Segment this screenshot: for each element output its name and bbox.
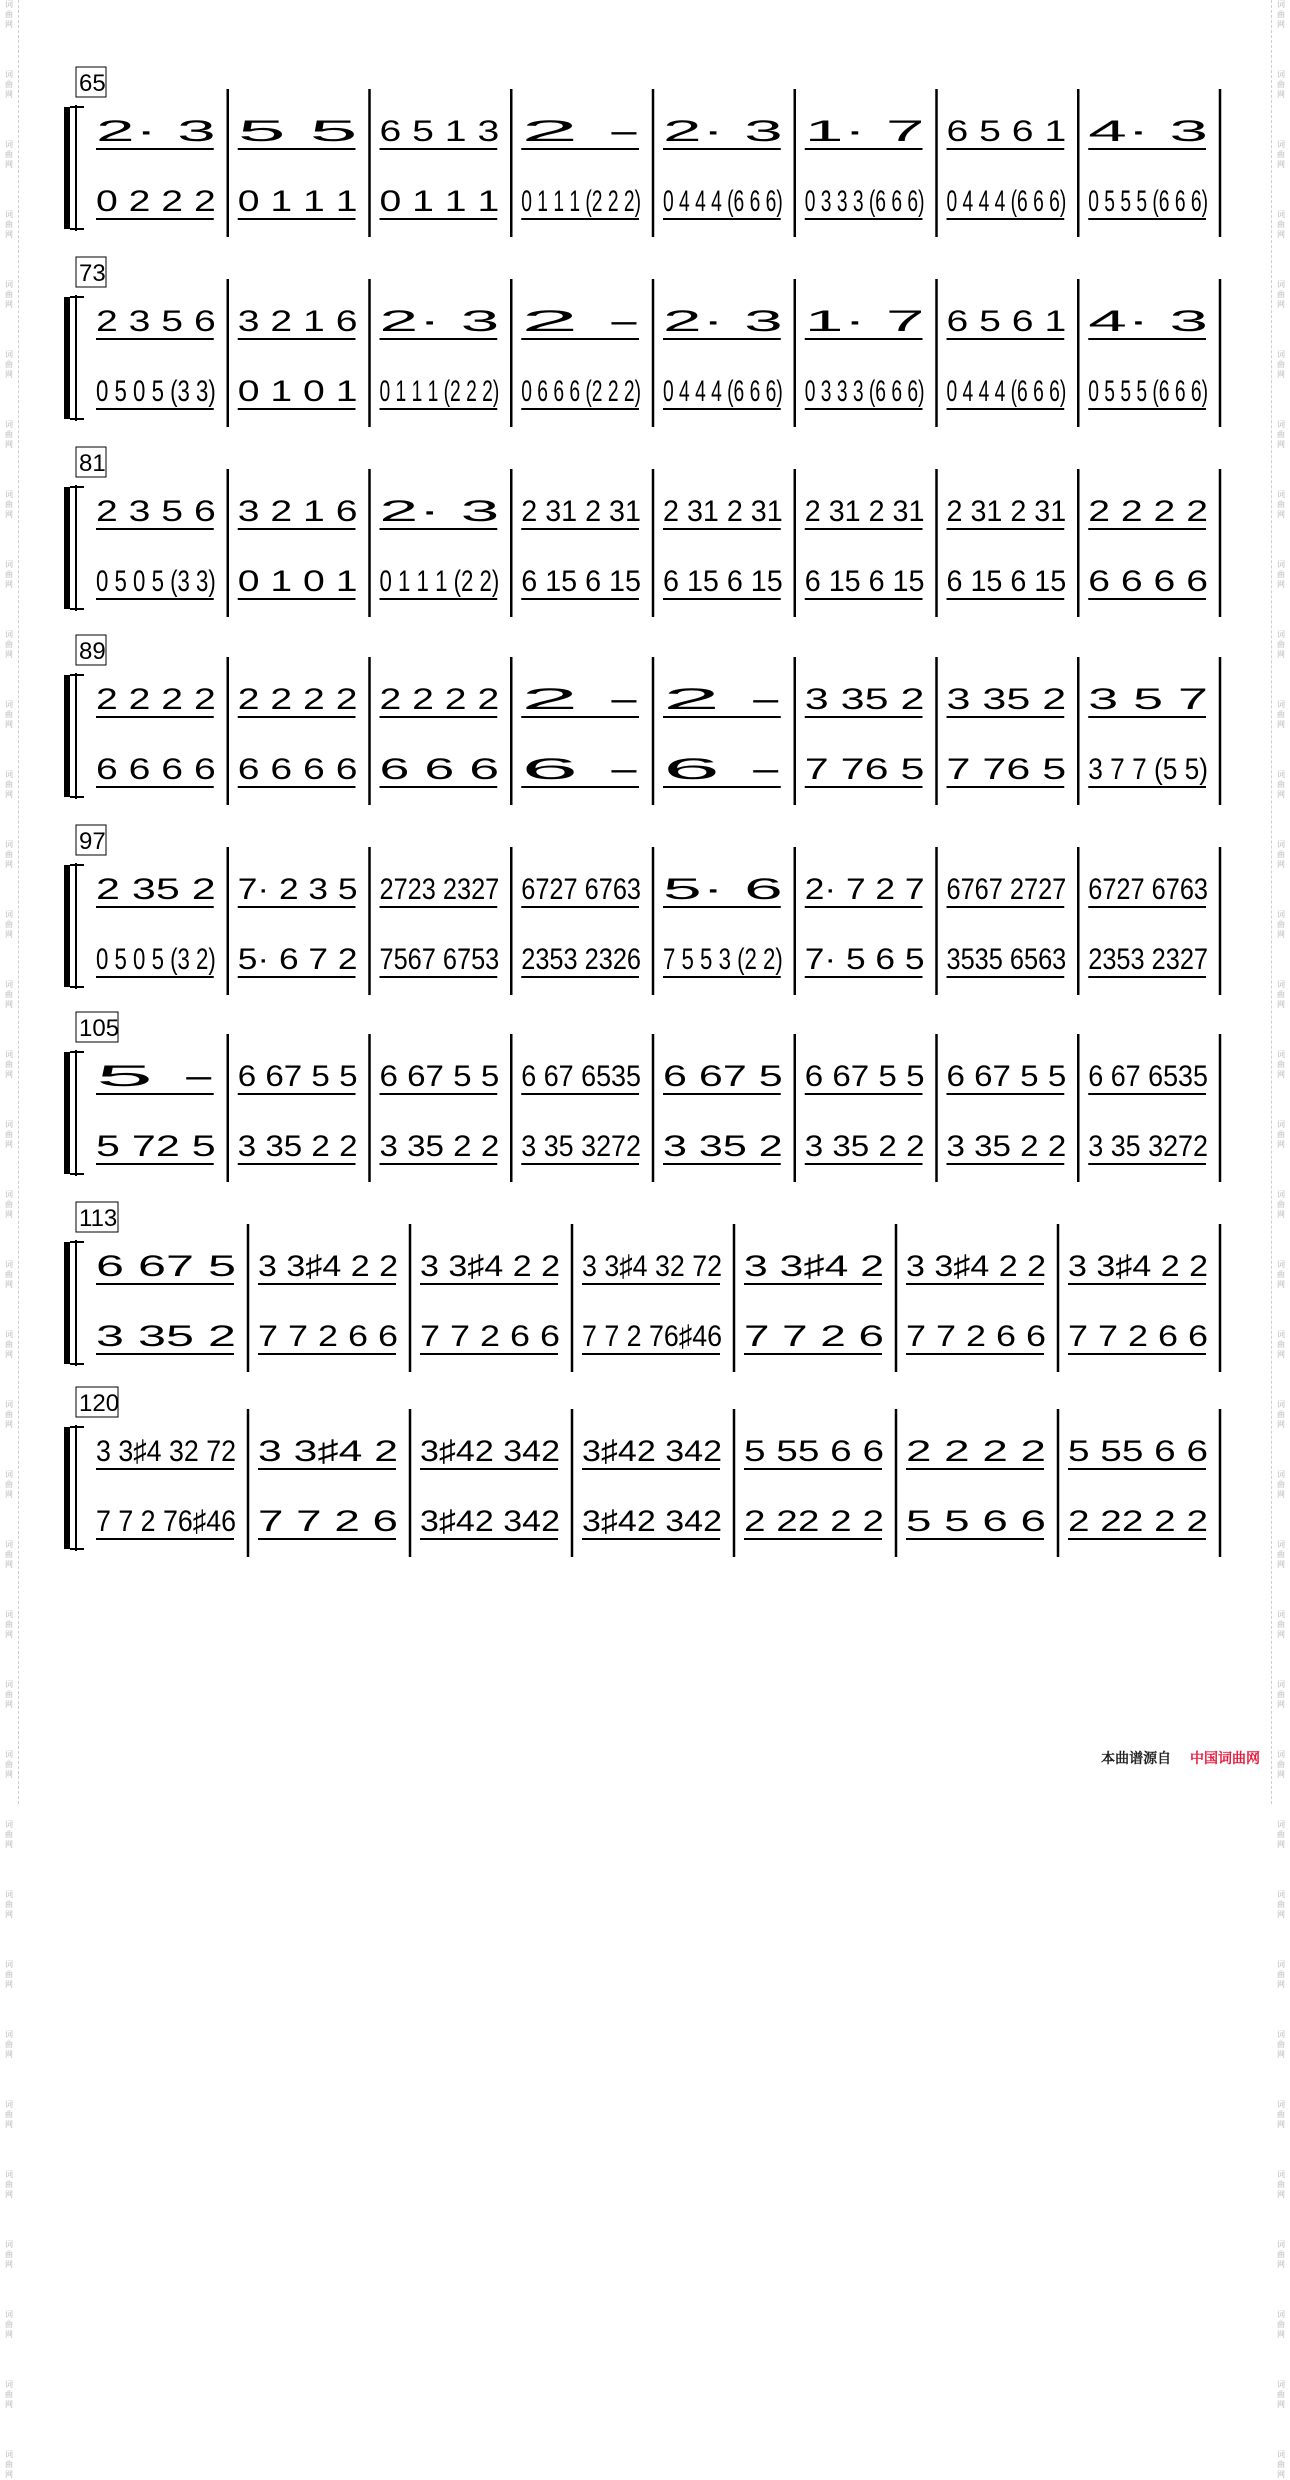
lower-part-notes: 0 5 5 5 (6 6 6) bbox=[1088, 185, 1208, 218]
upper-part-notes: 4· 3 bbox=[1088, 115, 1208, 148]
upper-part-notes: 3 3♯4 2 bbox=[744, 1250, 884, 1283]
upper-part-notes: 2 - bbox=[521, 683, 641, 716]
upper-part-notes: 2 35 2 bbox=[96, 873, 216, 906]
watermark-glyph: 词 曲 网 bbox=[1277, 1400, 1285, 1429]
lower-part-notes: 7 76 5 bbox=[946, 753, 1067, 786]
lower-part-notes: 6 - bbox=[521, 753, 641, 786]
upper-part-notes: 2· 3 bbox=[379, 305, 500, 338]
watermark-glyph: 词 曲 网 bbox=[5, 1750, 13, 1779]
watermark-glyph: 词 曲 网 bbox=[1277, 350, 1285, 379]
watermark-glyph: 词 曲 网 bbox=[5, 280, 13, 309]
upper-part-notes: 5 55 6 6 bbox=[744, 1435, 884, 1468]
watermark-glyph: 词 曲 网 bbox=[5, 0, 13, 29]
watermark-glyph: 词 曲 网 bbox=[1277, 1750, 1285, 1779]
lower-part-notes: 5 72 5 bbox=[96, 1130, 216, 1163]
watermark-glyph: 词 曲 网 bbox=[5, 1260, 13, 1289]
watermark-glyph: 词 曲 网 bbox=[1277, 840, 1285, 869]
source-label: 本曲谱源自 bbox=[1101, 1751, 1172, 1767]
watermark-glyph: 词 曲 网 bbox=[5, 1470, 13, 1499]
upper-part-notes: 6 67 6535 bbox=[1088, 1060, 1208, 1093]
upper-part-notes: 3♯42 342 bbox=[420, 1435, 560, 1468]
watermark-glyph: 词 曲 网 bbox=[1277, 280, 1285, 309]
watermark-glyph: 词 曲 网 bbox=[1277, 560, 1285, 589]
watermark-glyph: 词 曲 网 bbox=[5, 1540, 13, 1569]
upper-part-notes: 5 - bbox=[96, 1060, 216, 1093]
lower-part-notes: 6 6 6 bbox=[379, 753, 500, 786]
upper-part-notes: 3 3♯4 2 2 bbox=[906, 1250, 1046, 1283]
watermark-glyph: 词 曲 网 bbox=[5, 910, 13, 939]
measure-number: 81 bbox=[79, 450, 106, 477]
watermark-glyph: 词 曲 网 bbox=[1277, 420, 1285, 449]
lower-part-notes: 3 35 2 2 bbox=[804, 1130, 925, 1163]
watermark-glyph: 词 曲 网 bbox=[5, 560, 13, 589]
lower-part-notes: 0 4 4 4 (6 6 6) bbox=[946, 185, 1067, 218]
upper-part-notes: 6 5 6 1 bbox=[946, 305, 1067, 338]
lower-part-notes: 6 15 6 15 bbox=[663, 565, 783, 598]
watermark-glyph: 词 曲 网 bbox=[1277, 700, 1285, 729]
watermark-glyph: 词 曲 网 bbox=[1277, 2450, 1285, 2479]
lower-part-notes: 6 6 6 6 bbox=[1088, 565, 1208, 598]
system-bracket bbox=[64, 1427, 70, 1549]
measure-number: 73 bbox=[79, 260, 106, 287]
watermark-glyph: 词 曲 网 bbox=[1277, 0, 1285, 29]
upper-part-notes: 2 3 5 6 bbox=[96, 305, 216, 338]
watermark-glyph: 词 曲 网 bbox=[1277, 1680, 1285, 1709]
upper-part-notes: 6 5 6 1 bbox=[946, 115, 1067, 148]
lower-part-notes: 3 7 7 (5 5) bbox=[1088, 753, 1208, 786]
upper-part-notes: 2 31 2 31 bbox=[946, 495, 1067, 528]
lower-part-notes: 3 35 3272 bbox=[1088, 1130, 1208, 1163]
measure-number: 89 bbox=[79, 638, 106, 665]
lower-part-notes: 0 5 0 5 (3 3) bbox=[96, 375, 216, 408]
upper-part-notes: 2· 3 bbox=[663, 115, 783, 148]
upper-part-notes: 6767 2727 bbox=[946, 873, 1067, 906]
upper-part-notes: 1· 7 bbox=[804, 115, 925, 148]
watermark-glyph: 词 曲 网 bbox=[1277, 2030, 1285, 2059]
watermark-glyph: 词 曲 网 bbox=[5, 1330, 13, 1359]
watermark-glyph: 词 曲 网 bbox=[1277, 1540, 1285, 1569]
upper-part-notes: 3 3♯4 2 2 bbox=[420, 1250, 560, 1283]
watermark-glyph: 词 曲 网 bbox=[5, 1400, 13, 1429]
watermark-glyph: 词 曲 网 bbox=[1277, 1610, 1285, 1639]
lower-part-notes: 6 15 6 15 bbox=[946, 565, 1067, 598]
lower-part-notes: 0 5 0 5 (3 3) bbox=[96, 565, 216, 598]
lower-part-notes: 5· 6 7 2 bbox=[237, 943, 358, 976]
lower-part-notes: 7 7 2 76♯46 bbox=[582, 1320, 722, 1353]
measure-number: 97 bbox=[79, 828, 106, 855]
lower-part-notes: 7 5 5 3 (2 2) bbox=[663, 943, 783, 976]
measure-number: 65 bbox=[79, 70, 106, 97]
upper-part-notes: 3 3♯4 32 72 bbox=[96, 1435, 236, 1468]
watermark-glyph: 词 曲 网 bbox=[1277, 1050, 1285, 1079]
watermark-glyph: 词 曲 网 bbox=[1277, 140, 1285, 169]
upper-part-notes: 6727 6763 bbox=[521, 873, 641, 906]
watermark-glyph: 词 曲 网 bbox=[5, 210, 13, 239]
upper-part-notes: 5· 6 bbox=[663, 873, 783, 906]
watermark-glyph: 词 曲 网 bbox=[1277, 210, 1285, 239]
upper-part-notes: 3 5 7 bbox=[1088, 683, 1208, 716]
upper-part-notes: 7· 2 3 5 bbox=[237, 873, 358, 906]
lower-part-notes: 2353 2327 bbox=[1088, 943, 1208, 976]
system-bracket bbox=[64, 107, 70, 229]
watermark-glyph: 词 曲 网 bbox=[1277, 980, 1285, 1009]
measure-number: 105 bbox=[79, 1015, 120, 1042]
lower-part-notes: 5 5 6 6 bbox=[906, 1505, 1046, 1538]
upper-part-notes: 6 67 5 5 bbox=[804, 1060, 925, 1093]
upper-part-notes: 3 35 2 bbox=[946, 683, 1067, 716]
lower-part-notes: 0 5 5 5 (6 6 6) bbox=[1088, 375, 1208, 408]
watermark-glyph: 词 曲 网 bbox=[5, 2310, 13, 2339]
upper-part-notes: 5 55 6 6 bbox=[1068, 1435, 1208, 1468]
lower-part-notes: 0 3 3 3 (6 6 6) bbox=[804, 185, 925, 218]
lower-part-notes: 3 35 2 2 bbox=[237, 1130, 358, 1163]
measure-number: 120 bbox=[79, 1390, 120, 1417]
site-name[interactable]: 中国词曲网 bbox=[1190, 1751, 1260, 1767]
upper-part-notes: 2· 3 bbox=[96, 115, 216, 148]
upper-part-notes: 3 3♯4 2 2 bbox=[1068, 1250, 1208, 1283]
upper-part-notes: 6 67 5 bbox=[663, 1060, 783, 1093]
upper-part-notes: 2· 7 2 7 bbox=[804, 873, 925, 906]
source-footer bbox=[1101, 1748, 1260, 1768]
watermark-glyph: 词 曲 网 bbox=[5, 350, 13, 379]
lower-part-notes: 0 1 1 1 bbox=[379, 185, 500, 218]
upper-part-notes: 2 3 5 6 bbox=[96, 495, 216, 528]
upper-part-notes: 3 3♯4 2 bbox=[258, 1435, 398, 1468]
lower-part-notes: 3535 6563 bbox=[946, 943, 1067, 976]
lower-part-notes: 7 7 2 6 bbox=[258, 1505, 398, 1538]
watermark-glyph: 词 曲 网 bbox=[5, 630, 13, 659]
system-bracket bbox=[64, 1242, 70, 1364]
watermark-glyph: 词 曲 网 bbox=[5, 1120, 13, 1149]
upper-part-notes: 1· 7 bbox=[804, 305, 925, 338]
lower-part-notes: 3 35 2 bbox=[96, 1320, 236, 1353]
upper-part-notes: 6 5 1 3 bbox=[379, 115, 500, 148]
lower-part-notes: 0 1 0 1 bbox=[237, 375, 358, 408]
system-bracket bbox=[64, 675, 70, 797]
system-bracket bbox=[64, 1052, 70, 1174]
lower-part-notes: 2 22 2 2 bbox=[744, 1505, 884, 1538]
lower-part-notes: 3 35 2 bbox=[663, 1130, 783, 1163]
watermark-glyph: 词 曲 网 bbox=[1277, 70, 1285, 99]
lower-part-notes: 0 4 4 4 (6 6 6) bbox=[946, 375, 1067, 408]
lower-part-notes: 0 4 4 4 (6 6 6) bbox=[663, 185, 783, 218]
lower-part-notes: 2353 2326 bbox=[521, 943, 641, 976]
watermark-glyph: 词 曲 网 bbox=[1277, 910, 1285, 939]
lower-part-notes: 7 7 2 6 6 bbox=[258, 1320, 398, 1353]
watermark-glyph: 词 曲 网 bbox=[5, 2030, 13, 2059]
upper-part-notes: 3 3♯4 2 2 bbox=[258, 1250, 398, 1283]
lower-part-notes: 2 22 2 2 bbox=[1068, 1505, 1208, 1538]
lower-part-notes: 7 7 2 6 6 bbox=[906, 1320, 1046, 1353]
system-bracket bbox=[64, 865, 70, 987]
upper-part-notes: 3 35 2 bbox=[804, 683, 925, 716]
watermark-glyph: 词 曲 网 bbox=[5, 2170, 13, 2199]
watermark-glyph: 词 曲 网 bbox=[1277, 1960, 1285, 1989]
upper-part-notes: 6 67 5 5 bbox=[946, 1060, 1067, 1093]
measure-number: 113 bbox=[79, 1205, 118, 1232]
upper-part-notes: 2 31 2 31 bbox=[521, 495, 641, 528]
watermark-glyph: 词 曲 网 bbox=[1277, 2240, 1285, 2269]
lower-part-notes: 0 6 6 6 (2 2 2) bbox=[521, 375, 641, 408]
watermark-glyph: 词 曲 网 bbox=[5, 1680, 13, 1709]
watermark-glyph: 词 曲 网 bbox=[5, 1890, 13, 1919]
upper-part-notes: 3♯42 342 bbox=[582, 1435, 722, 1468]
watermark-glyph: 词 曲 网 bbox=[1277, 490, 1285, 519]
lower-part-notes: 6 - bbox=[663, 753, 783, 786]
watermark-glyph: 词 曲 网 bbox=[1277, 770, 1285, 799]
watermark-glyph: 词 曲 网 bbox=[1277, 2380, 1285, 2409]
watermark-glyph: 词 曲 网 bbox=[5, 490, 13, 519]
upper-part-notes: 2 2 2 2 bbox=[96, 683, 216, 716]
upper-part-notes: 3 2 1 6 bbox=[237, 305, 358, 338]
watermark-glyph: 词 曲 网 bbox=[5, 1820, 13, 1849]
lower-part-notes: 0 2 2 2 bbox=[96, 185, 216, 218]
lower-part-notes: 3♯42 342 bbox=[420, 1505, 560, 1538]
upper-part-notes: 2 - bbox=[663, 683, 783, 716]
watermark-glyph: 词 曲 网 bbox=[5, 2450, 13, 2479]
watermark-glyph: 词 曲 网 bbox=[5, 770, 13, 799]
watermark-glyph: 词 曲 网 bbox=[1277, 2100, 1285, 2129]
upper-part-notes: 2 2 2 2 bbox=[906, 1435, 1046, 1468]
lower-part-notes: 7· 5 6 5 bbox=[804, 943, 925, 976]
lower-part-notes: 6 15 6 15 bbox=[804, 565, 925, 598]
upper-part-notes: 3 2 1 6 bbox=[237, 495, 358, 528]
upper-part-notes: 6 67 6535 bbox=[521, 1060, 641, 1093]
watermark-glyph: 词 曲 网 bbox=[5, 1610, 13, 1639]
watermark-glyph: 词 曲 网 bbox=[5, 140, 13, 169]
upper-part-notes: 2 2 2 2 bbox=[1088, 495, 1208, 528]
upper-part-notes: 2· 3 bbox=[663, 305, 783, 338]
watermark-glyph: 词 曲 网 bbox=[1277, 1120, 1285, 1149]
watermark-glyph: 词 曲 网 bbox=[5, 1960, 13, 1989]
upper-part-notes: 6 67 5 5 bbox=[379, 1060, 500, 1093]
watermark-glyph: 词 曲 网 bbox=[5, 2100, 13, 2129]
watermark-glyph: 词 曲 网 bbox=[1277, 1890, 1285, 1919]
lower-part-notes: 0 1 1 1 bbox=[237, 185, 358, 218]
system-bracket bbox=[64, 297, 70, 419]
watermark-glyph: 词 曲 网 bbox=[1277, 1330, 1285, 1359]
watermark-glyph: 词 曲 网 bbox=[1277, 1260, 1285, 1289]
upper-part-notes: 2 2 2 2 bbox=[237, 683, 358, 716]
upper-part-notes: 2 2 2 2 bbox=[379, 683, 500, 716]
lower-part-notes: 3 35 3272 bbox=[521, 1130, 641, 1163]
upper-part-notes: 5 5 bbox=[237, 115, 358, 148]
upper-part-notes: 2 31 2 31 bbox=[663, 495, 783, 528]
upper-part-notes: 2 - bbox=[521, 305, 641, 338]
lower-part-notes: 7 76 5 bbox=[804, 753, 925, 786]
lower-part-notes: 3 35 2 2 bbox=[379, 1130, 500, 1163]
watermark-glyph: 词 曲 网 bbox=[1277, 630, 1285, 659]
lower-part-notes: 0 1 1 1 (2 2 2) bbox=[521, 185, 641, 218]
lower-part-notes: 7 7 2 6 6 bbox=[420, 1320, 560, 1353]
watermark-glyph: 词 曲 网 bbox=[5, 2380, 13, 2409]
lower-part-notes: 7567 6753 bbox=[379, 943, 500, 976]
watermark-glyph: 词 曲 网 bbox=[5, 700, 13, 729]
lower-part-notes: 0 3 3 3 (6 6 6) bbox=[804, 375, 925, 408]
upper-part-notes: 2723 2327 bbox=[379, 873, 500, 906]
lower-part-notes: 3♯42 342 bbox=[582, 1505, 722, 1538]
lower-part-notes: 0 1 1 1 (2 2) bbox=[379, 565, 500, 598]
lower-part-notes: 6 6 6 6 bbox=[237, 753, 358, 786]
watermark-glyph: 词 曲 网 bbox=[5, 840, 13, 869]
watermark-glyph: 词 曲 网 bbox=[5, 70, 13, 99]
watermark-glyph: 词 曲 网 bbox=[1277, 2170, 1285, 2199]
upper-part-notes: 6 67 5 5 bbox=[237, 1060, 358, 1093]
upper-part-notes: 2· 3 bbox=[379, 495, 500, 528]
lower-part-notes: 6 6 6 6 bbox=[96, 753, 216, 786]
lower-part-notes: 0 1 1 1 (2 2 2) bbox=[379, 375, 500, 408]
lower-part-notes: 7 7 2 6 bbox=[744, 1320, 884, 1353]
system-bracket bbox=[64, 487, 70, 609]
upper-part-notes: 4· 3 bbox=[1088, 305, 1208, 338]
lower-part-notes: 0 5 0 5 (3 2) bbox=[96, 943, 216, 976]
upper-part-notes: 6 67 5 bbox=[96, 1250, 236, 1283]
upper-part-notes: 2 31 2 31 bbox=[804, 495, 925, 528]
lower-part-notes: 7 7 2 76♯46 bbox=[96, 1505, 236, 1538]
watermark-glyph: 词 曲 网 bbox=[5, 420, 13, 449]
lower-part-notes: 0 4 4 4 (6 6 6) bbox=[663, 375, 783, 408]
watermark-glyph: 词 曲 网 bbox=[5, 1050, 13, 1079]
watermark-glyph: 词 曲 网 bbox=[5, 2240, 13, 2269]
watermark-glyph: 词 曲 网 bbox=[1277, 1820, 1285, 1849]
watermark-glyph: 词 曲 网 bbox=[5, 980, 13, 1009]
upper-part-notes: 2 - bbox=[521, 115, 641, 148]
upper-part-notes: 3 3♯4 32 72 bbox=[582, 1250, 722, 1283]
watermark-glyph: 词 曲 网 bbox=[5, 1190, 13, 1219]
lower-part-notes: 0 1 0 1 bbox=[237, 565, 358, 598]
watermark-glyph: 词 曲 网 bbox=[1277, 2310, 1285, 2339]
watermark-glyph: 词 曲 网 bbox=[1277, 1470, 1285, 1499]
watermark-glyph: 词 曲 网 bbox=[1277, 1190, 1285, 1219]
upper-part-notes: 6727 6763 bbox=[1088, 873, 1208, 906]
lower-part-notes: 7 7 2 6 6 bbox=[1068, 1320, 1208, 1353]
lower-part-notes: 6 15 6 15 bbox=[521, 565, 641, 598]
lower-part-notes: 3 35 2 2 bbox=[946, 1130, 1067, 1163]
